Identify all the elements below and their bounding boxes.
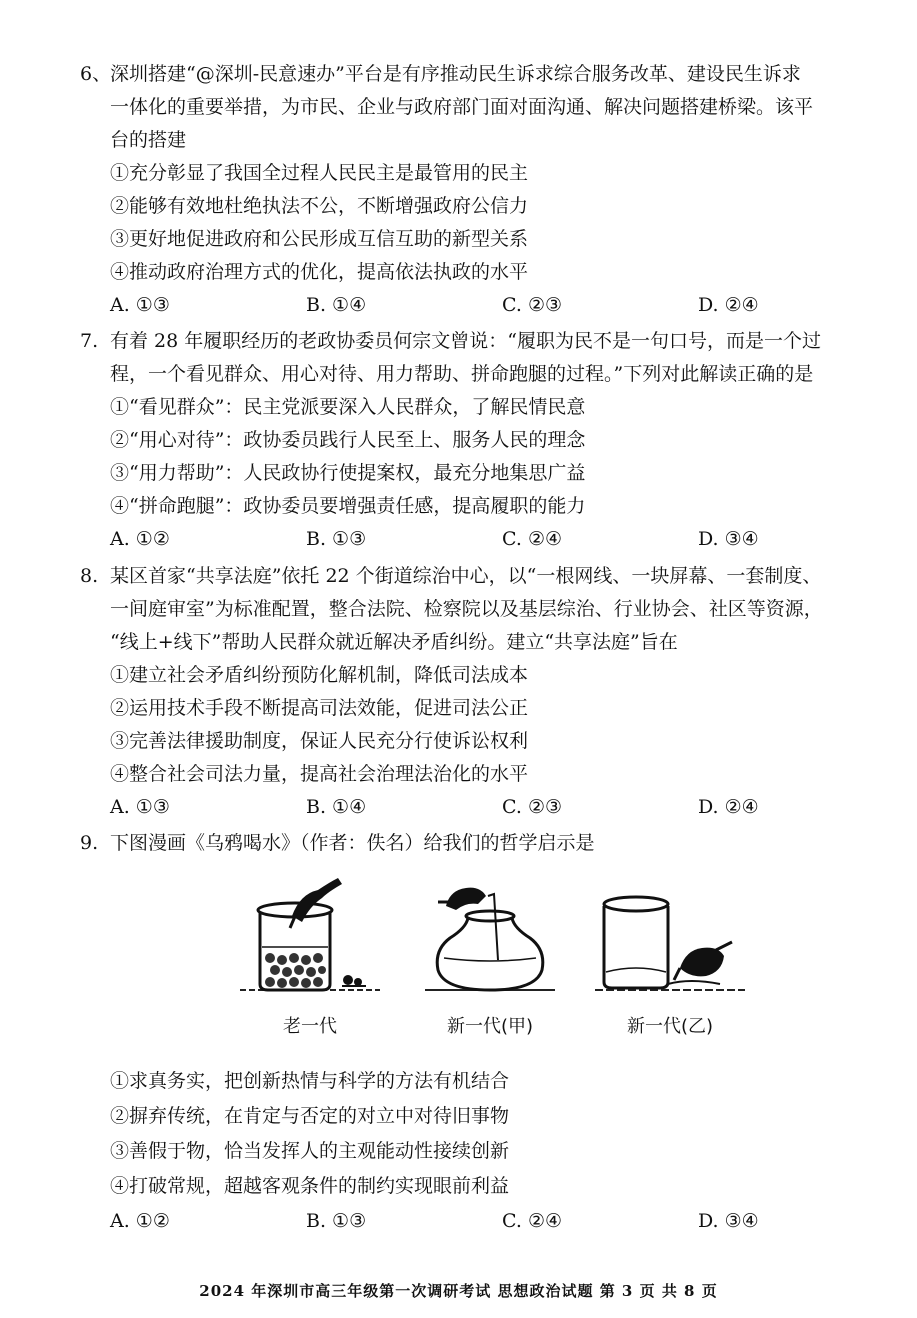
statement-option: ④整合社会司法力量，提高社会治理法治化的水平 [110, 763, 529, 785]
statement-option: ①“看见群众”：民主党派要深入人民群众，了解民情民意 [110, 396, 586, 418]
cartoon-panel-new-generation-a [410, 872, 570, 1052]
crow-drinking-cartoon [230, 872, 750, 1052]
page-footer: 2024 年深圳市高三年级第一次调研考试 思想政治试题 第 3 页 共 8 页 [199, 1282, 718, 1300]
statement-option: ③“用力帮助”：人民政协行使提案权，最充分地集思广益 [110, 462, 586, 484]
caption-new-generation-a: 新一代(甲) [446, 1016, 534, 1037]
statement-option: ②运用技术手段不断提高司法效能，促进司法公正 [110, 697, 529, 719]
statement-option: ①建立社会矛盾纠纷预防化解机制，降低司法成本 [110, 664, 529, 686]
question-number: 9. [80, 832, 99, 854]
answer-choices [80, 289, 900, 322]
choice-c: C. ②③ [502, 294, 563, 316]
question-stem-line: 一体化的重要举措，为市民、企业与政府部门面对面沟通、解决问题搭建桥梁。该平 [110, 96, 814, 118]
choice-d: D. ③④ [698, 528, 759, 550]
choice-c: C. ②③ [502, 796, 563, 818]
question-stem-line: 程，一个看见群众、用心对待、用力帮助、拼命跑腿的过程。”下列对此解读正确的是 [110, 363, 814, 385]
answer-choices [80, 1204, 900, 1239]
choice-b: B. ①④ [306, 294, 367, 316]
answer-choices [80, 523, 900, 556]
question-stem-line: “线上+线下”帮助人民群众就近解决矛盾纠纷。建立“共享法庭”旨在 [110, 631, 678, 653]
choice-a: A. ①② [110, 1210, 170, 1232]
question-stem-line: 下图漫画《乌鸦喝水》（作者：佚名）给我们的哲学启示是 [110, 832, 595, 854]
vase-with-straw-illustration [410, 872, 570, 1002]
cartoon-panel-new-generation-b [590, 872, 750, 1052]
question-number: 6、 [80, 63, 112, 85]
statement-option: ②“用心对待”：政协委员践行人民至上、服务人民的理念 [110, 429, 586, 451]
statement-option: ①求真务实，把创新热情与科学的方法有机结合 [110, 1070, 510, 1092]
statement-option: ④“拼命跑腿”：政协委员要增强责任感，提高履职的能力 [110, 495, 586, 517]
statement-option: ②能够有效地杜绝执法不公，不断增强政府公信力 [110, 195, 529, 217]
choice-b: B. ①③ [306, 528, 367, 550]
statement-option: ④推动政府治理方式的优化，提高依法执政的水平 [110, 261, 529, 283]
choice-a: A. ①② [110, 528, 170, 550]
choice-b: B. ①④ [306, 796, 367, 818]
statement-option: ②摒弃传统，在肯定与否定的对立中对待旧事物 [110, 1105, 510, 1127]
choice-d: D. ②④ [698, 294, 759, 316]
choice-d: D. ③④ [698, 1210, 759, 1232]
choice-d: D. ②④ [698, 796, 759, 818]
tipped-jar-illustration [590, 872, 750, 1002]
choice-c: C. ②④ [502, 1210, 563, 1232]
caption-new-generation-b: 新一代(乙) [626, 1016, 714, 1037]
question-number: 8. [80, 565, 99, 587]
choice-a: A. ①③ [110, 294, 170, 316]
statement-option: ④打破常规，超越客观条件的制约实现眼前利益 [110, 1175, 510, 1197]
cartoon-panel-old-generation [230, 872, 390, 1052]
statement-option: ③善假于物，恰当发挥人的主观能动性接续创新 [110, 1140, 510, 1162]
question-number: 7. [80, 330, 99, 352]
choice-a: A. ①③ [110, 796, 170, 818]
question-stem-line: 一间庭审室”为标准配置，整合法院、检察院以及基层综治、行业协会、社区等资源， [110, 598, 823, 620]
question-stem-line: 某区首家“共享法庭”依托 22 个街道综治中心，以“一根网线、一块屏幕、一套制度、 [110, 565, 822, 587]
question-8 [80, 560, 900, 824]
question-9 [80, 827, 900, 860]
statement-option: ③更好地促进政府和公民形成互信互助的新型关系 [110, 228, 529, 250]
choice-b: B. ①③ [306, 1210, 367, 1232]
question-6 [80, 58, 900, 322]
answer-choices [80, 791, 900, 824]
jar-with-pebbles-illustration [230, 872, 390, 1002]
choice-c: C. ②④ [502, 528, 563, 550]
caption-old-generation: 老一代 [283, 1016, 337, 1037]
question-stem-line: 台的搭建 [110, 129, 187, 151]
statement-option: ①充分彰显了我国全过程人民民主是最管用的民主 [110, 162, 529, 184]
statement-option: ③完善法律援助制度，保证人民充分行使诉讼权利 [110, 730, 529, 752]
question-9-options [80, 1064, 900, 1239]
question-stem-line: 深圳搭建“@深圳-民意速办”平台是有序推动民生诉求综合服务改革、建设民生诉求 [110, 63, 801, 85]
question-7 [80, 325, 900, 556]
question-stem-line: 有着 28 年履职经历的老政协委员何宗文曾说：“履职为民不是一句口号，而是一个过 [110, 330, 821, 352]
